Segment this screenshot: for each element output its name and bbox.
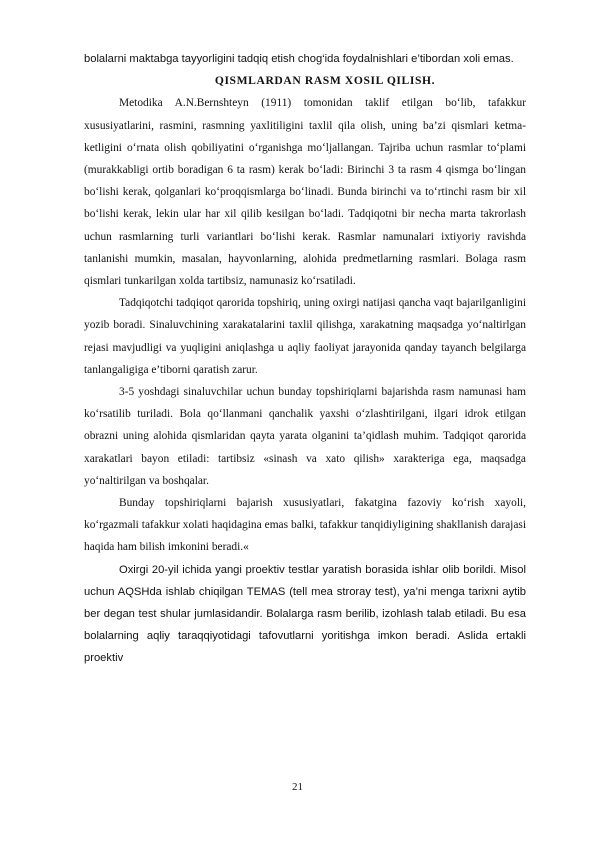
intro-paragraph: bolalarni maktabga tayyorligini tadqiq etish chog‘ida foydalnishlari e’tibordan xoli emas.: [84, 53, 514, 65]
paragraph-protocol: Tadqiqotchi tadqiqot qarorida topshiriq, uning oxirgi natijasi qancha vaqt bajarilganligini yozib boradi. Sinaluvchining xarakatalarini taxlil qilishga, xarakatning maqsadga yo‘naltirlgan rejasi mavjudligi va yuqligini aniqlashga u aqliy faoliyat jarayonida qanday tayanch belgilarga tanlangaligiga e’tiborni qaratish zarur.: [84, 297, 526, 376]
paragraph-task-features: Bunday topshiriqlarni bajarish xususiyatlari, fakatgina fazoviy ko‘rish xayoli, ko‘rgazmali tafakkur xolati haqidagina emas balki, tafakkur tanqidiyligining shakllanish darajasi haqida ham bilish imkonini beradi.«: [84, 497, 526, 554]
page-number: 21: [292, 781, 303, 793]
paragraph-methodology: Metodika A.N.Bernshteyn (1911) tomonidan taklif etilgan bo‘lib, tafakkur xususiyatlarini, rasmini, rasmning yaxlitiligini taxlil qila olish, uning ba’zi qismlari ketma-ketligini o‘rnata olish qobiliyatini o‘rganishga mo‘ljallangan. Tajriba uchun rasmlar to‘plami (murakkabligi ortib boradigan 6 ta rasm) kerak bo‘ladi: Birinchi 3 ta rasm 4 qismga bo‘lingan bo‘lishi kerak, qolganlari ko‘proqqismlarga bo‘linadi. Bunda birinchi va to‘rtinchi rasm bir xil bo‘lishi kerak, lekin ular har xil qilib kesilgan bo‘ladi. Tadqiqotni bir necha marta takrorlash uchun rasmlarning turli variantlari bo‘lishi kerak. Rasmlar namunalari ixtiyoriy ravishda tanlanishi mumkin, masalan, hayvonlarning, alohida predmetlarning rasmlari. Bolaga rasm qismlari tunkarilgan xolda tartibsiz, namunasiz ko‘rsatiladi.: [84, 97, 526, 288]
page-content: [84, 48, 526, 670]
paragraph-projective-tests: Oxirgi 20-yil ichida yangi proektiv testlar yaratish borasida ishlar olib borildi. Misol uchun AQSHda ishlab chiqilgan TEMAS (tell mea stroray test), ya’ni menga tarixni aytib ber degan test shular jumlasidandir. Bolalarga rasm berilib, izohlash talab etiladi. Bu esa bolalarning aqliy taraqqiyotidagi tafovutlarni yoritishga imkon beradi. Aslida ertakli proektiv: [84, 563, 526, 665]
section-heading: QISMLARDAN RASM XOSIL QILISH.: [214, 74, 436, 88]
paragraph-young-subjects: 3-5 yoshdagi sinaluvchilar uchun bunday topshiriqlarni bajarishda rasm namunasi ham ko‘rsatilib turiladi. Bola qo‘llanmani qanchalik yaxshi o‘zlashtirilgani, ilgari idrok etilgan obrazni uning alohida qismlaridan qayta yarata olganini ta’qidlash muhim. Tadqiqot qarorida xarakatlari bayon etiladi: tartibsiz «sinash va xato qilish» xarakteriga ega, maqsadga yo‘naltirilgan va boshqalar.: [84, 386, 526, 487]
